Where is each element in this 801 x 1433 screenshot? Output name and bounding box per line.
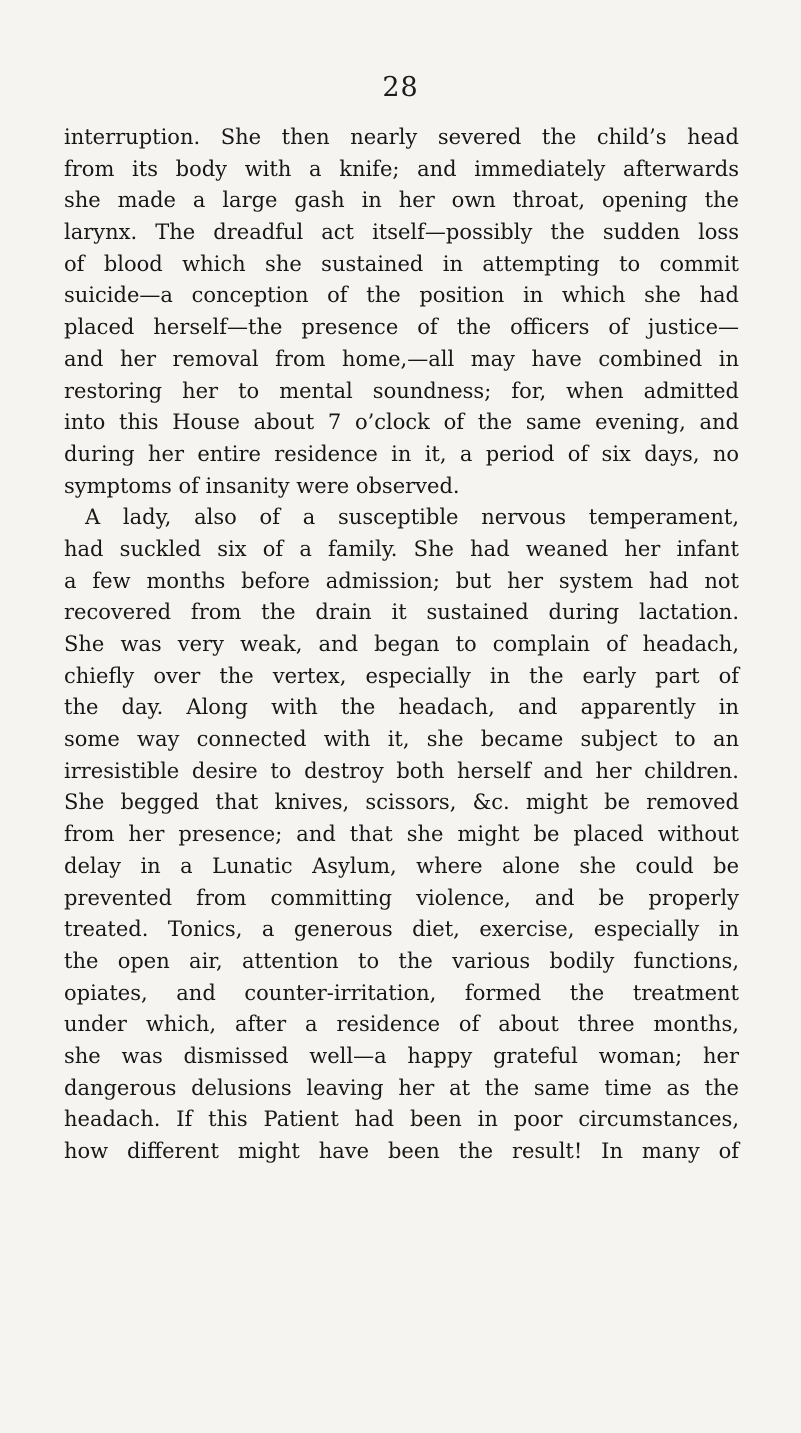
text-line: of blood which she sustained in attempting to commit [64, 251, 739, 276]
text-line: irresistible desire to destroy both herself and her children. [64, 758, 739, 783]
text-line: prevented from committing violence, and be properly [64, 885, 739, 910]
text-line: the open air, attention to the various bodily functions, [64, 948, 739, 973]
page-number: 28 [382, 72, 419, 103]
text-line: larynx. The dreadful act itself—possibly the sudden loss [64, 220, 739, 245]
text-line: and her removal from home,—all may have combined in [64, 346, 739, 371]
text-line: headach. If this Patient had been in poor circumstances, [64, 1107, 739, 1132]
text-line: She begged that knives, scissors, &c. might be removed [64, 790, 739, 815]
text-line: treated. Tonics, a generous diet, exercise, especially in [64, 917, 739, 942]
text-line: restoring her to mental soundness; for, when admitted [64, 378, 739, 403]
text-line: opiates, and counter-irritation, formed the treatment [64, 980, 739, 1005]
text-line: chiefly over the vertex, especially in the early part of [64, 663, 739, 688]
text-line: the day. Along with the headach, and apparently in [64, 695, 739, 720]
text-line: had suckled six of a family. She had weaned her infant [64, 536, 739, 561]
text-line: under which, after a residence of about three months, [64, 1012, 739, 1037]
text-line: dangerous delusions leaving her at the same time as the [64, 1075, 739, 1100]
text-line: recovered from the drain it sustained during lactation. [64, 600, 739, 625]
text-line: some way connected with it, she became subject to an [64, 727, 739, 752]
text-line: she was dismissed well—a happy grateful woman; her [64, 1043, 739, 1068]
text-line: into this House about 7 o’clock of the same evening, and [64, 410, 739, 435]
body-text [64, 122, 739, 1168]
text-line: a few months before admission; but her system had not [64, 568, 739, 593]
text-line: during her entire residence in it, a period of six days, no [64, 441, 739, 466]
text-line: interruption. She then nearly severed the child’s head [64, 125, 739, 149]
text-line: A lady, also of a susceptible nervous temperament, [85, 505, 739, 530]
text-line: placed herself—the presence of the officers of justice— [64, 315, 739, 340]
text-line: suicide—a conception of the position in which she had [64, 283, 739, 308]
text-line: she made a large gash in her own throat, opening the [64, 188, 739, 213]
text-line: how different might have been the result! In many of [64, 1139, 739, 1163]
text-line: symptoms of insanity were observed. [64, 473, 460, 498]
text-line: from her presence; and that she might be placed without [64, 822, 739, 847]
text-line: She was very weak, and began to complain of headach, [64, 632, 739, 656]
text-line: from its body with a knife; and immediately afterwards [64, 156, 739, 181]
text-line: delay in a Lunatic Asylum, where alone she could be [64, 853, 739, 878]
